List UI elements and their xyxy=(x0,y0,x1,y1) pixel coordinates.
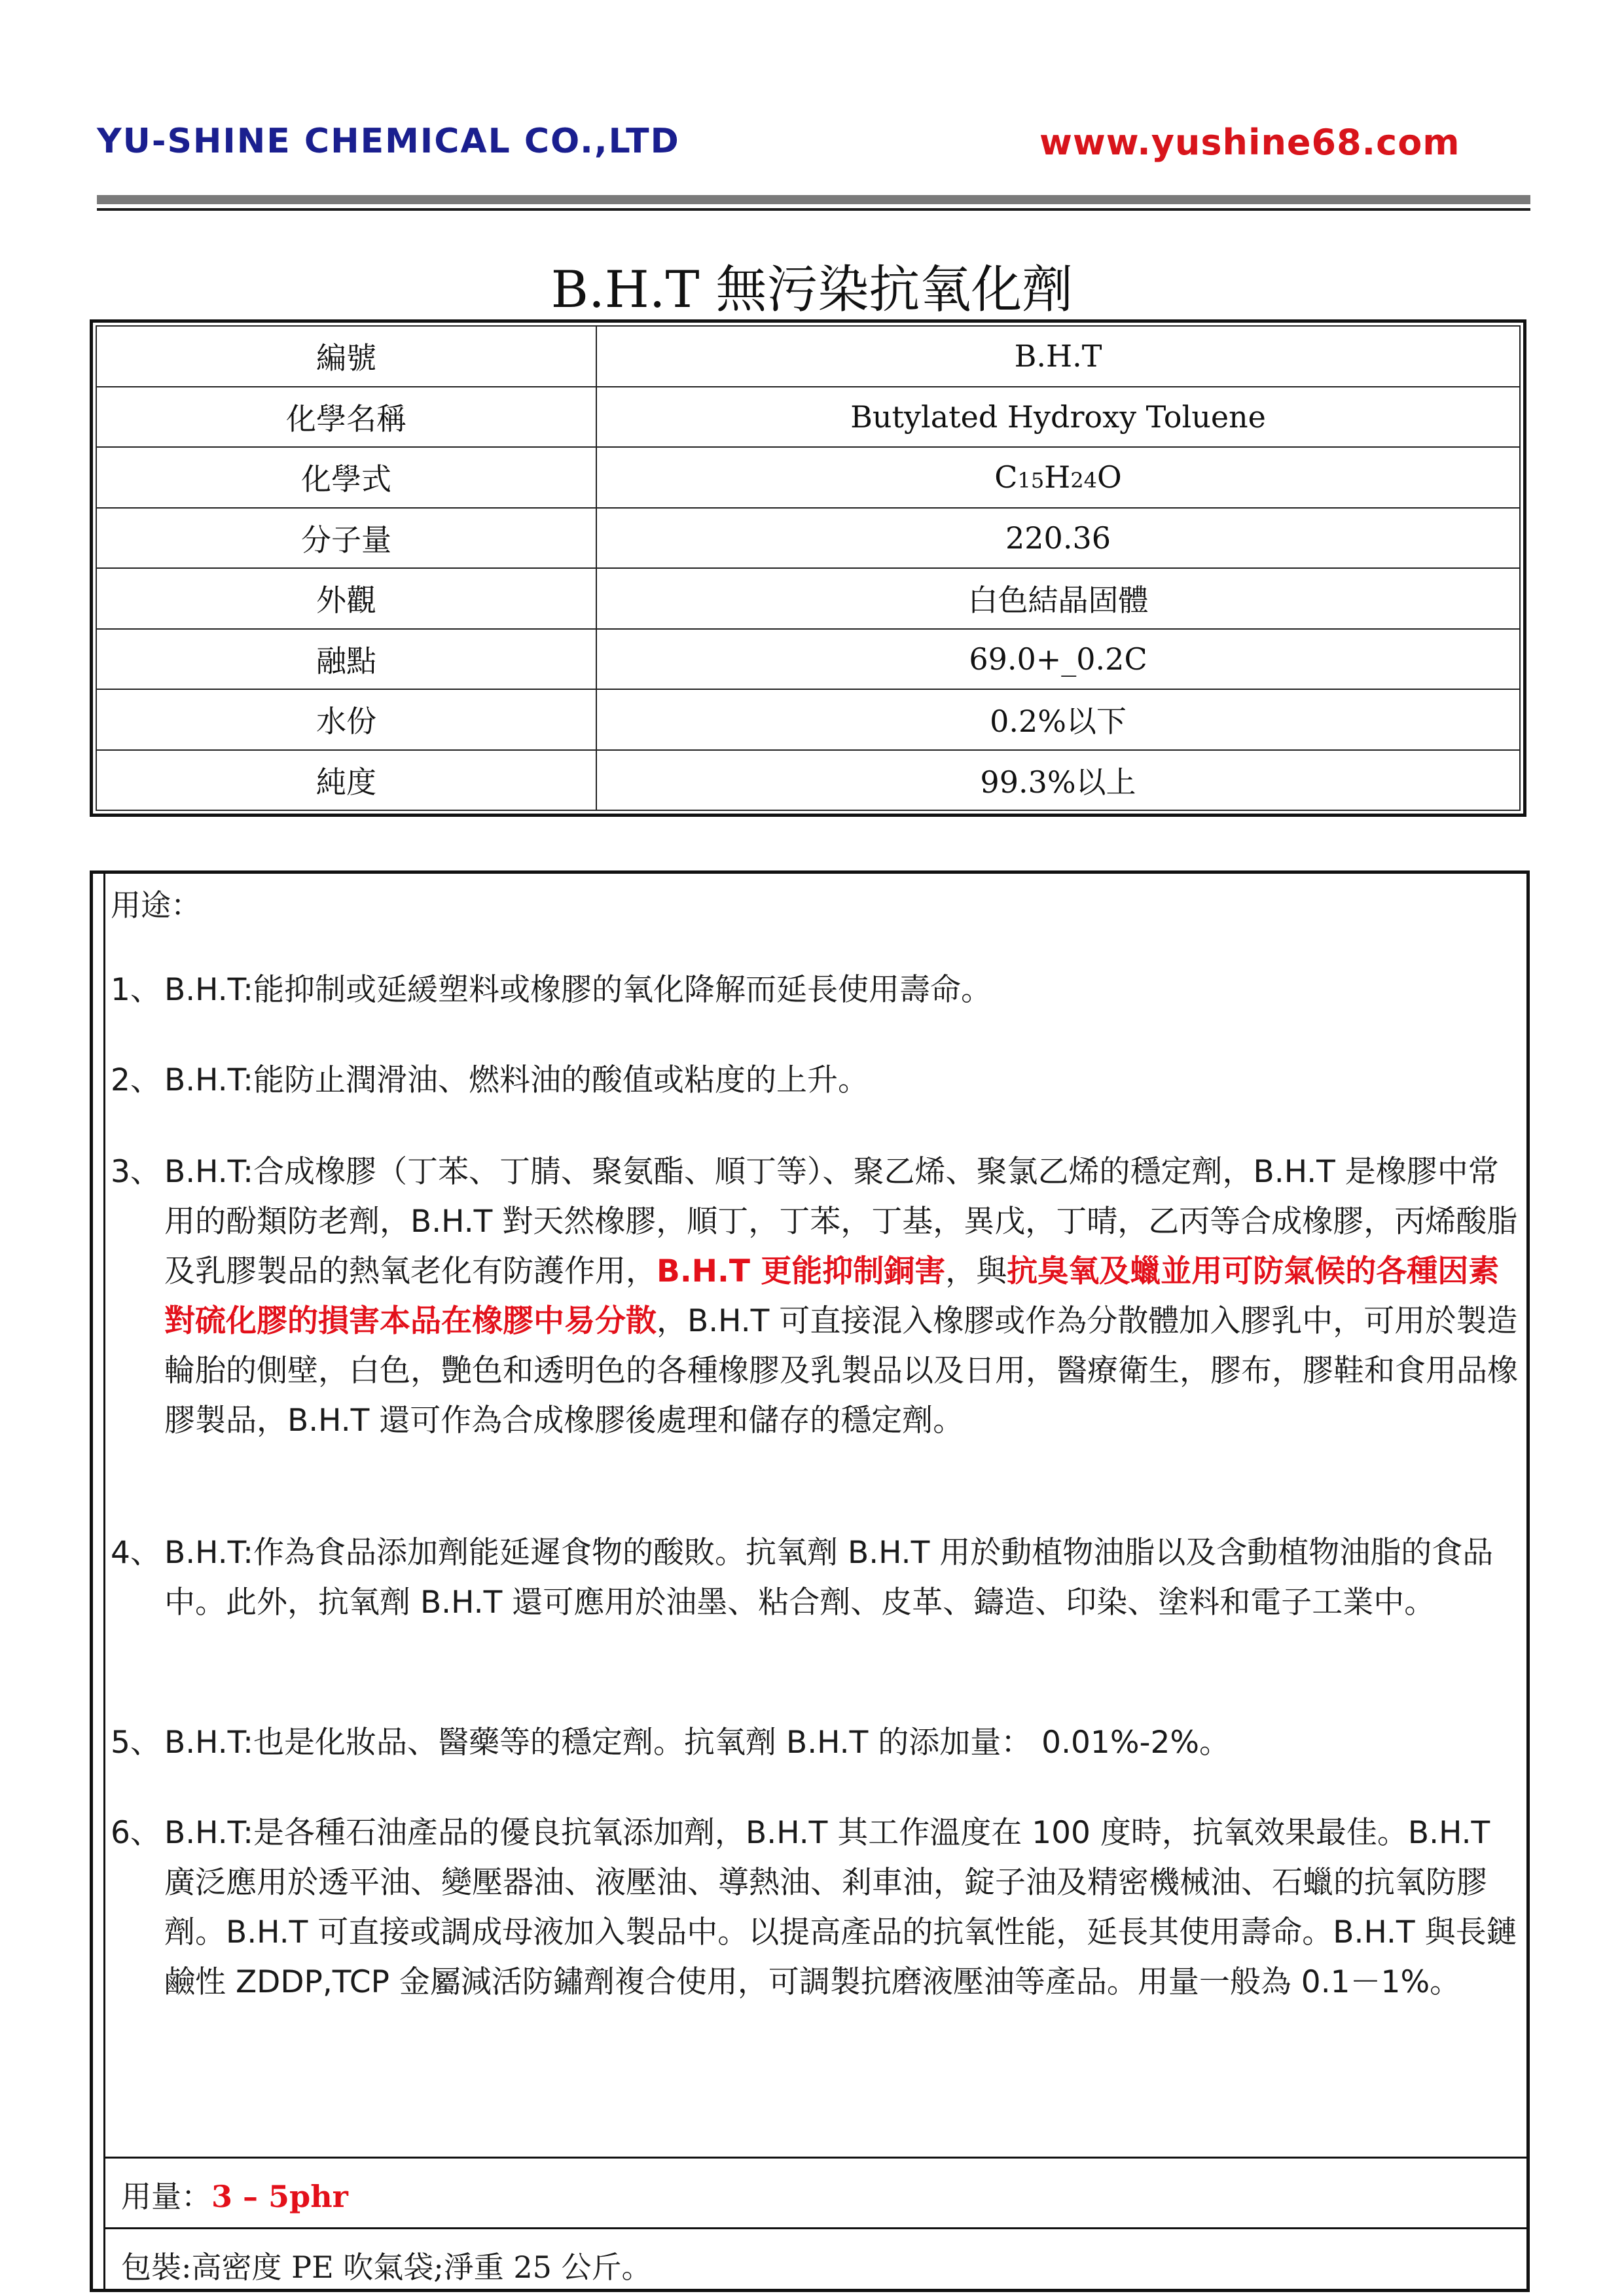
spec-label: 化學式 xyxy=(96,447,596,508)
dosage-line xyxy=(121,2173,348,2216)
table-row xyxy=(96,508,1520,569)
spec-table xyxy=(96,325,1521,811)
table-row xyxy=(96,689,1520,750)
table-row xyxy=(96,447,1520,508)
page-title: B.H.T 無污染抗氧化劑 xyxy=(550,260,1074,319)
packaging-row xyxy=(105,2227,1526,2293)
header-divider xyxy=(97,195,1530,204)
highlight-text: 抗臭氧及蠟並用可防氣候的各種因素對硫化膠的損害本品在橡膠中易分散 xyxy=(164,1253,1500,1339)
item-text: B.H.T:能防止潤滑油、燃料油的酸值或粘度的上升。 xyxy=(164,1062,869,1098)
usage-heading: 用途： xyxy=(111,888,201,923)
formula-c-count: 15 xyxy=(1017,468,1045,493)
table-row xyxy=(96,750,1520,811)
item-number: 2、 xyxy=(111,1062,161,1098)
item-number: 4、 xyxy=(111,1535,161,1571)
dosage-label: 用量： xyxy=(121,2179,211,2214)
item-text xyxy=(164,1147,1525,1446)
spec-label: 編號 xyxy=(96,326,596,387)
item-number: 1、 xyxy=(111,972,161,1008)
highlight-text: B.H.T 更能抑制銅害 xyxy=(657,1253,946,1289)
spec-label: 化學名稱 xyxy=(96,387,596,448)
item-number: 3、 xyxy=(111,1154,161,1190)
spec-label: 分子量 xyxy=(96,508,596,569)
spec-label: 外觀 xyxy=(96,568,596,629)
spec-label: 水份 xyxy=(96,689,596,750)
spec-value: 99.3%以上 xyxy=(596,750,1520,811)
packaging-text: 包裝:高密度 PE 吹氣袋;淨重 25 公斤。 xyxy=(121,2250,652,2285)
list-item xyxy=(111,1147,1525,1446)
list-item xyxy=(111,1808,1525,2007)
table-row xyxy=(96,629,1520,690)
spec-value: 69.0+_0.2C xyxy=(596,629,1520,690)
item-text: B.H.T:能抑制或延緩塑料或橡膠的氧化降解而延長使用壽命。 xyxy=(164,972,992,1008)
item-text-part: B.H.T:合成橡膠（丁苯、丁腈、聚氨酯、順丁等）、聚乙烯、聚氯乙烯的穩定劑，B.H.T 是橡膠中常用的酚類防老劑，B.H.T 對天然橡膠，順丁，丁苯，丁基，異戊，丁晴，乙丙等合成橡膠，丙烯酸脂及乳膠製品的熱氧老化有防護作用， xyxy=(164,1154,1518,1289)
usage-content xyxy=(103,874,1526,2289)
item-text-part: ，與 xyxy=(945,1253,1007,1289)
item-text: B.H.T:作為食品添加劑能延遲食物的酸敗。抗氧劑 B.H.T 用於動植物油脂以及含動植物油脂的食品中。此外，抗氧劑 B.H.T 還可應用於油墨、粘合劑、皮革、鑄造、印染、塗料和電子工業中。 xyxy=(164,1535,1494,1621)
list-item xyxy=(111,1056,1525,1105)
spec-value: Butylated Hydroxy Toluene xyxy=(596,387,1520,448)
spec-value: 0.2%以下 xyxy=(596,689,1520,750)
formula-h: H xyxy=(1044,459,1071,495)
header-divider-thin xyxy=(97,208,1530,211)
spec-value: 220.36 xyxy=(596,508,1520,569)
table-row xyxy=(96,387,1520,448)
formula-c: C xyxy=(994,459,1018,495)
list-item xyxy=(111,1528,1525,1628)
list-item xyxy=(111,965,1525,1015)
table-row xyxy=(96,568,1520,629)
item-text-part: ，B.H.T 可直接混入橡膠或作為分散體加入膠乳中，可用於製造輪胎的側壁，白色，艷色和透明色的各種橡膠及乳製品以及日用，醫療衛生，膠布，膠鞋和食用品橡膠製品，B.H.T 還可作為合成橡膠後處理和儲存的穩定劑。 xyxy=(164,1303,1518,1439)
table-row xyxy=(96,326,1520,387)
item-text: B.H.T:也是化妝品、醫藥等的穩定劑。抗氧劑 B.H.T 的添加量： 0.01%-2%。 xyxy=(164,1725,1231,1761)
spec-table-frame xyxy=(90,319,1526,817)
dosage-row xyxy=(105,2157,1526,2227)
list-item xyxy=(111,1718,1525,1768)
spec-value: 白色結晶固體 xyxy=(596,568,1520,629)
dosage-value: 3 – 5phr xyxy=(211,2179,348,2214)
spec-value: B.H.T xyxy=(596,326,1520,387)
item-number: 6、 xyxy=(111,1815,161,1851)
formula-h-count: 24 xyxy=(1070,468,1098,493)
spec-label: 融點 xyxy=(96,629,596,690)
item-number: 5、 xyxy=(111,1725,161,1761)
spec-value-formula xyxy=(596,447,1520,508)
spec-label: 純度 xyxy=(96,750,596,811)
usage-section xyxy=(90,870,1530,2292)
website-link[interactable]: www.yushine68.com xyxy=(1039,122,1460,163)
item-text: B.H.T:是各種石油產品的優良抗氧添加劑，B.H.T 其工作溫度在 100 度時，抗氧效果最佳。B.H.T 廣泛應用於透平油、變壓器油、液壓油、導熱油、剎車油，錠子油及精密機械油、石蠟的抗氧防膠劑。B.H.T 可直接或調成母液加入製品中。以提高產品的抗氧性能，延長其使用壽命。B.H.T 與長鏈鹼性 ZDDP,TCP 金屬減活防鏽劑複合使用，可調製抗磨液壓油等產品。用量一般為 0.1－1%。 xyxy=(164,1815,1517,2000)
company-name: YU-SHINE CHEMICAL CO.,LTD xyxy=(97,122,680,161)
formula-o: O xyxy=(1097,459,1122,495)
